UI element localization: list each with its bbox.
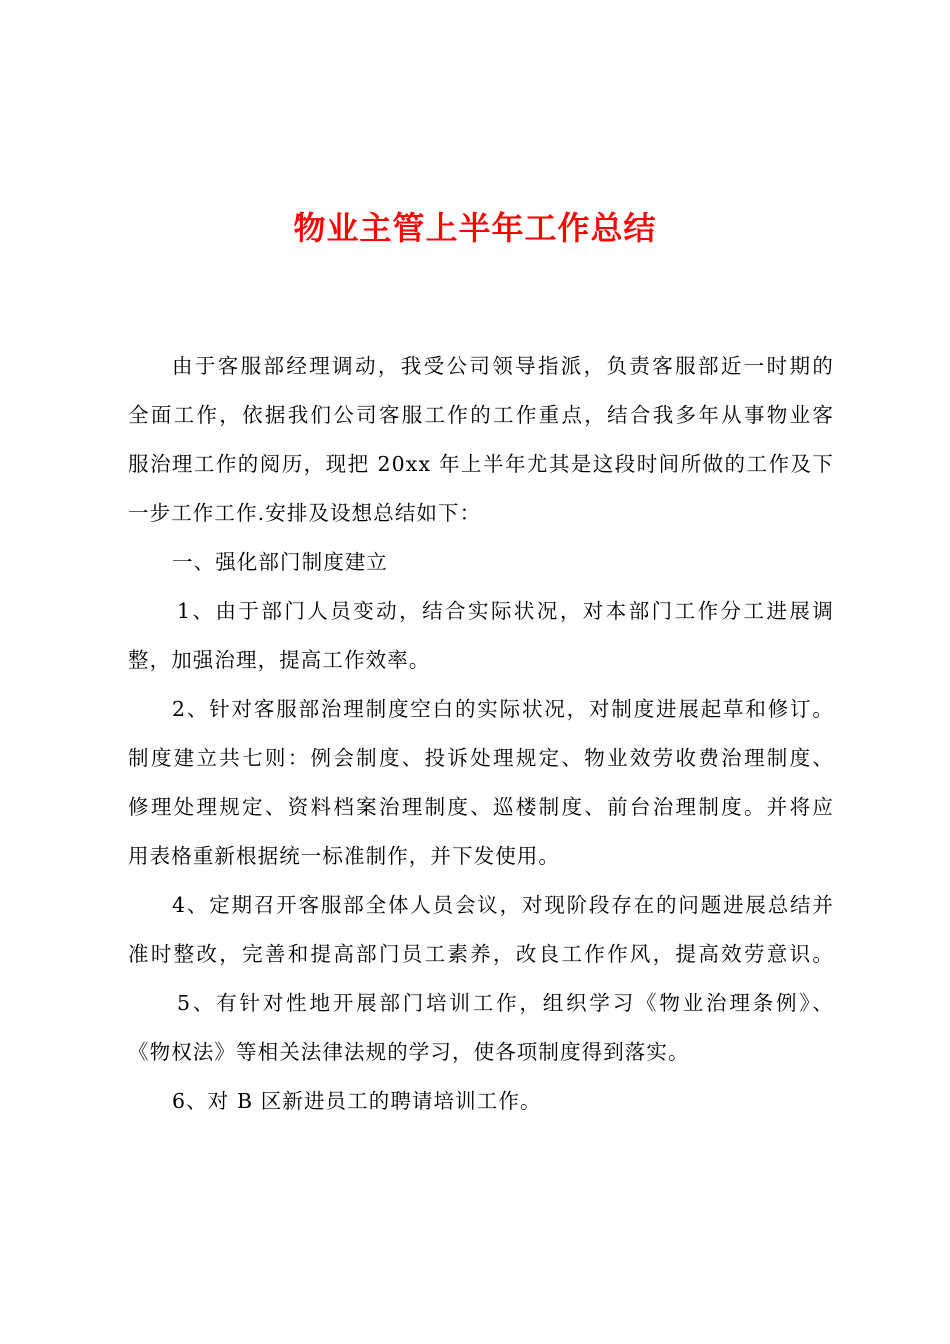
paragraph-line: 6、对 B 区新进员工的聘请培训工作。 [172, 1089, 542, 1113]
paragraph-line: 《物权法》等相关法律法规的学习，使各项制度得到落实。 [128, 1040, 690, 1064]
paragraph-line: 4、定期召开客服部全体人员会议，对现阶段存在的问题进展总结并 [172, 893, 834, 917]
paragraph-line: 整，加强治理，提高工作效率。 [128, 648, 431, 672]
paragraph-line: 制度建立共七则：例会制度、投诉处理规定、物业效劳收费治理制度、 [128, 746, 834, 770]
paragraph-line: 修理处理规定、资料档案治理制度、巡楼制度、前台治理制度。并将应 [128, 795, 834, 819]
paragraph-line: 服治理工作的阅历，现把 20xx 年上半年尤其是这段时间所做的工作及下 [128, 452, 834, 476]
paragraph-line: 准时整改，完善和提高部门员工素养，改良工作作风，提高效劳意识。 [128, 942, 834, 966]
document-title: 物业主管上半年工作总结 [293, 209, 657, 247]
paragraph-line: 用表格重新根据统一标准制作，并下发使用。 [128, 844, 560, 868]
document-body [128, 342, 834, 1126]
paragraph-line: 全面工作，依据我们公司客服工作的工作重点，结合我多年从事物业客 [128, 403, 834, 427]
paragraph-line: 5、有针对性地开展部门培训工作，组织学习《物业治理条例》、 [177, 991, 834, 1015]
paragraph-line: 1、由于部门人员变动，结合实际状况，对本部门工作分工进展调 [177, 599, 834, 623]
paragraph-line: 由于客服部经理调动，我受公司领导指派，负责客服部近一时期的 [172, 354, 834, 378]
section-heading: 一、强化部门制度建立 [172, 550, 388, 574]
paragraph-line: 2、针对客服部治理制度空白的实际状况，对制度进展起草和修订。 [172, 697, 834, 721]
paragraph-line: 一步工作工作.安排及设想总结如下： [128, 501, 482, 525]
